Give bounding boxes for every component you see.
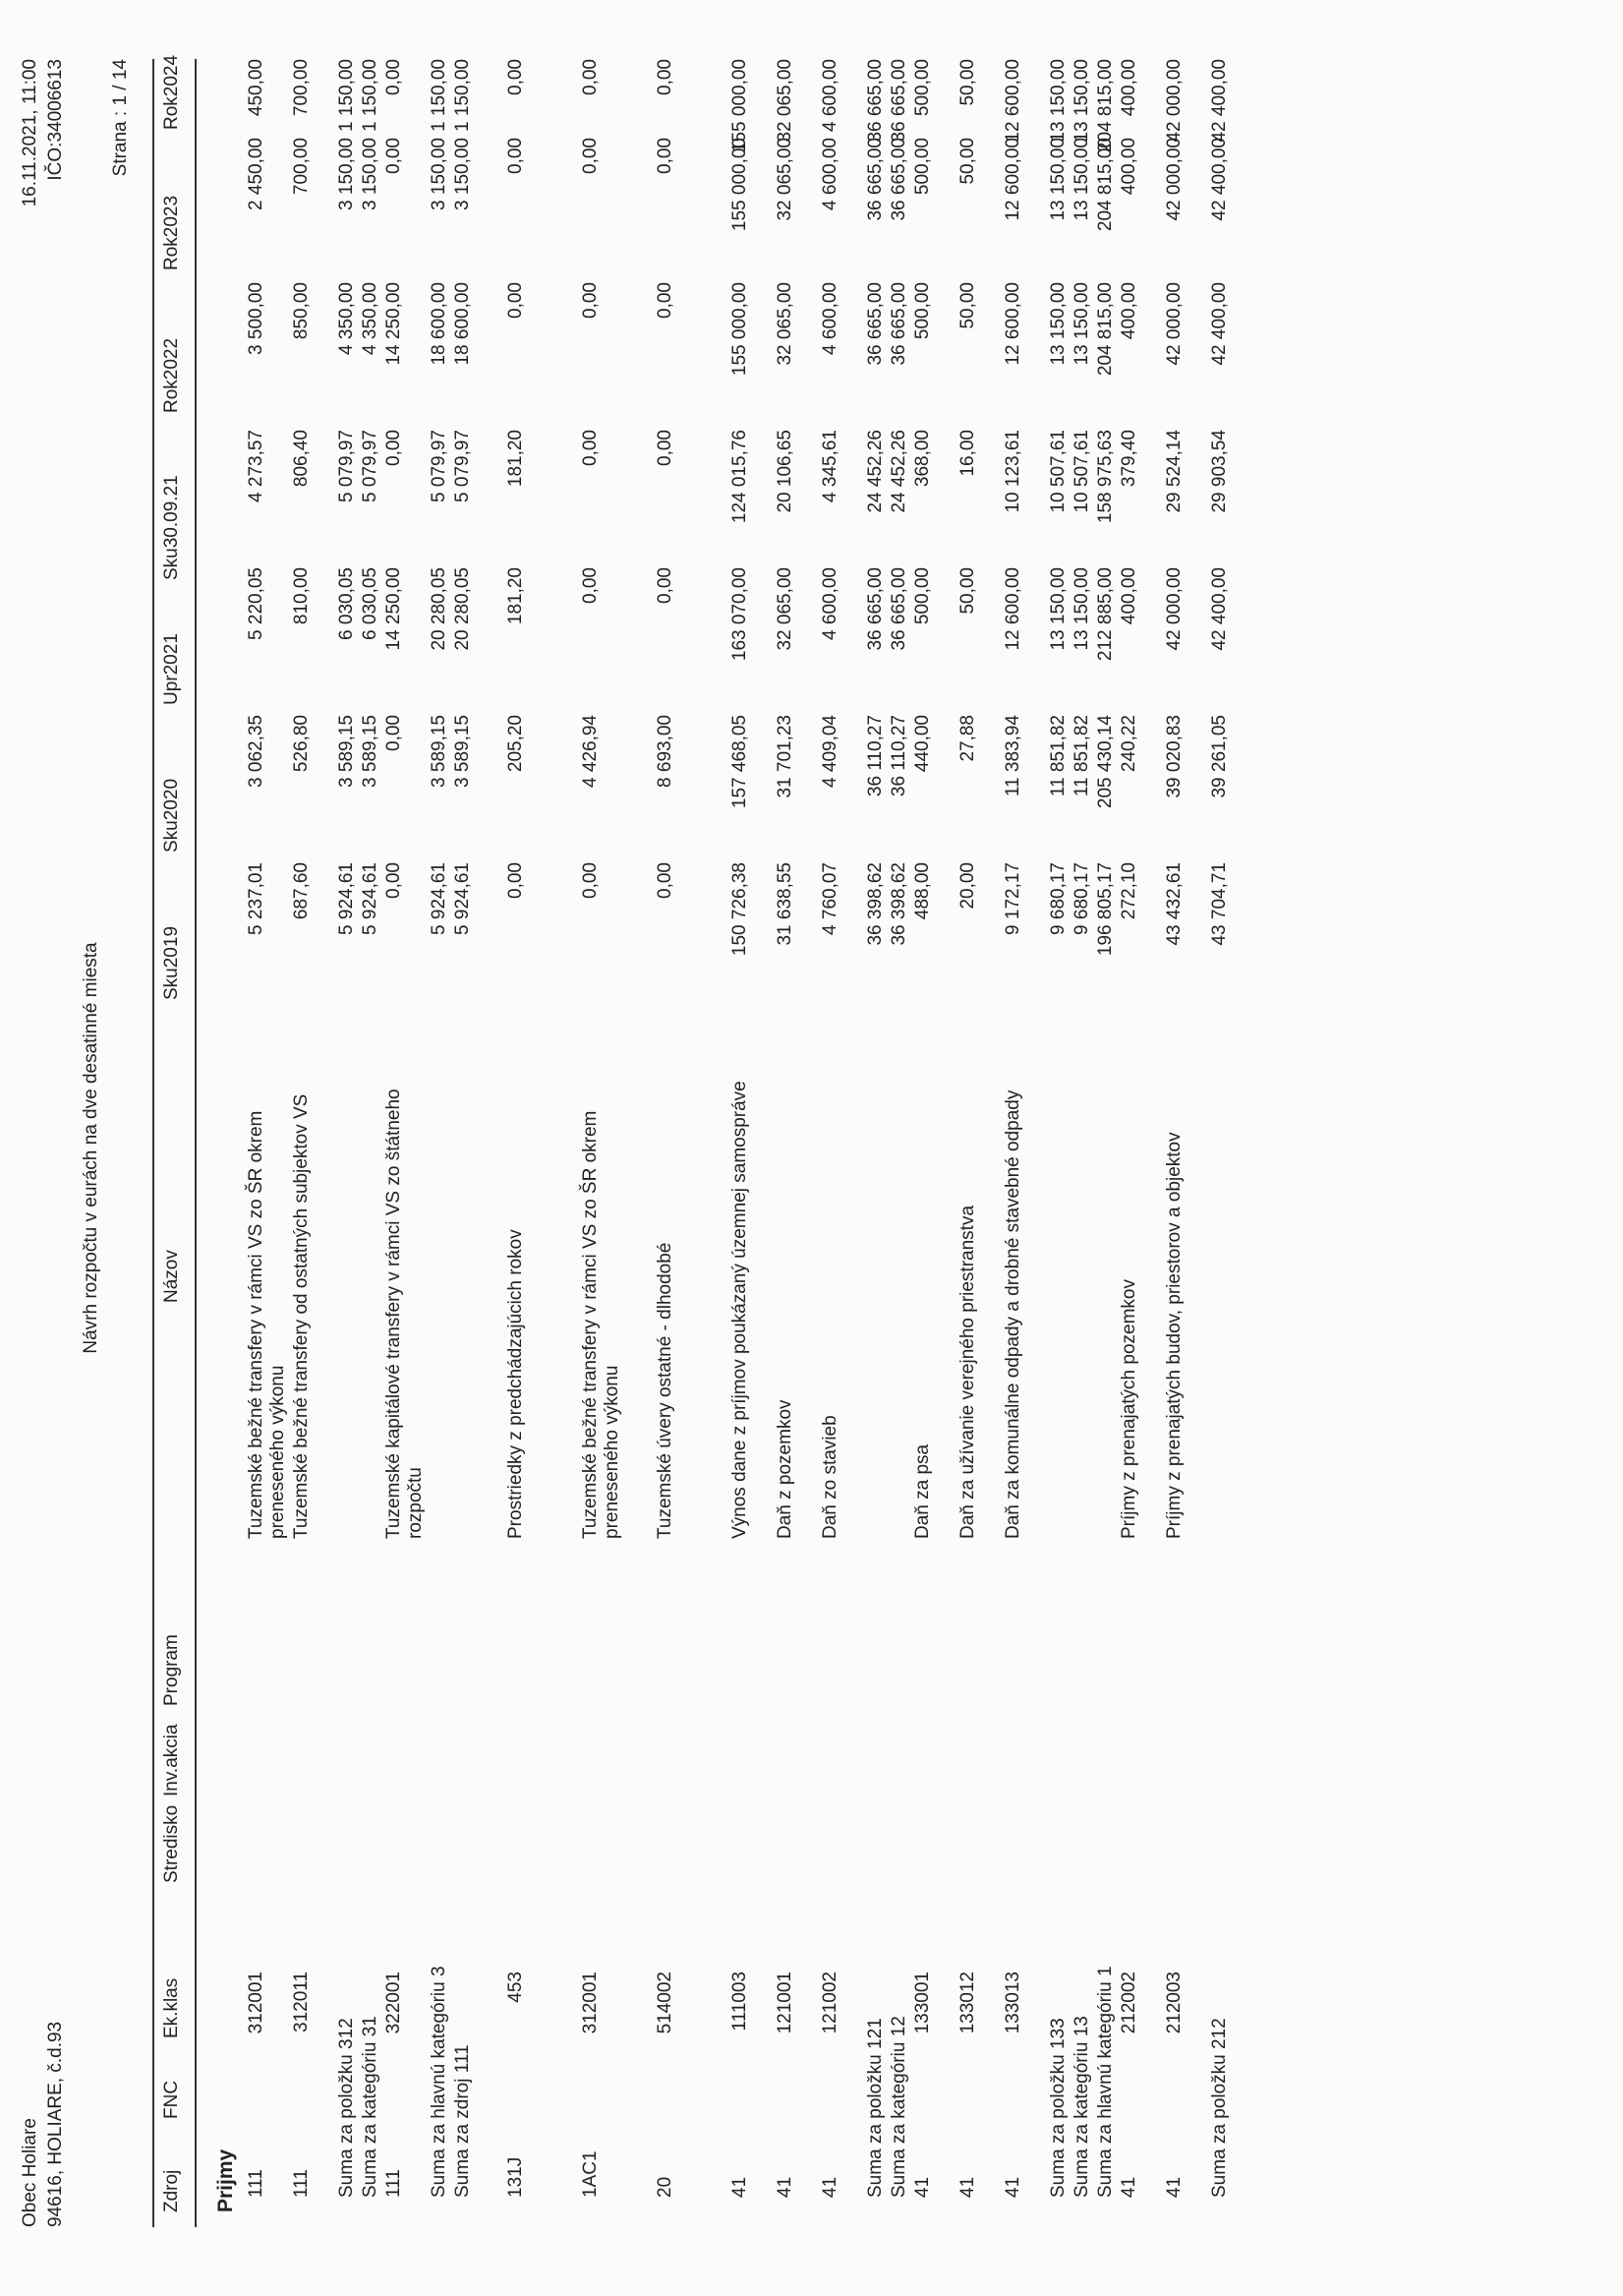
- cell-amount: 0,00: [580, 567, 601, 604]
- cell-amount: 42 400,00: [1209, 138, 1230, 221]
- cell-amount: 9 680,17: [1048, 862, 1069, 935]
- table-row: [383, 0, 429, 2296]
- cell-amount: 3 589,15: [336, 715, 357, 788]
- table-row: [775, 0, 820, 2296]
- cell-amount: 32 065,00: [775, 59, 795, 143]
- cell-zdroj: 41: [1003, 2176, 1023, 2198]
- header-rule-top: [152, 59, 154, 2227]
- table-row: [655, 0, 700, 2296]
- table-row: [246, 0, 291, 2296]
- cell-amount: 272,10: [1119, 862, 1139, 920]
- cell-sum-label: Suma za kategóriu 12: [889, 2016, 909, 2198]
- sum-row: [429, 0, 452, 2296]
- cell-amount: 0,00: [505, 282, 526, 319]
- cell-amount: 5 924,61: [336, 862, 357, 935]
- cell-nazov: Tuzemské bežné transfery od ostatných subjektov VS: [291, 1093, 312, 1539]
- cell-nazov: Príjmy z prenajatých budov, priestorov a objektov: [1164, 1132, 1185, 1539]
- cell-ek-klas: 121001: [775, 1972, 795, 2034]
- cell-amount: 212 885,00: [1095, 567, 1116, 662]
- cell-nazov: Daň z pozemkov: [775, 1399, 795, 1539]
- cell-amount: 4 426,94: [580, 715, 601, 788]
- cell-amount: 0,00: [580, 282, 601, 319]
- cell-amount: 36 665,00: [889, 138, 909, 221]
- cell-ek-klas: 133012: [957, 1972, 978, 2034]
- cell-ek-klas: 312011: [291, 1972, 312, 2032]
- cell-zdroj: 41: [912, 2176, 933, 2198]
- cell-amount: 379,40: [1119, 430, 1139, 488]
- table-row: [1164, 0, 1209, 2296]
- col-program: Program: [161, 1634, 182, 1706]
- cell-amount: 0,00: [580, 59, 601, 95]
- cell-amount: 4 600,00: [820, 138, 840, 210]
- cell-zdroj: 20: [655, 2176, 675, 2198]
- cell-zdroj: 41: [820, 2176, 840, 2198]
- cell-amount: 500,00: [912, 138, 933, 196]
- cell-sum-label: Suma za kategóriu 13: [1072, 2016, 1092, 2198]
- cell-amount: 18 600,00: [429, 282, 449, 366]
- cell-amount: 10 507,61: [1048, 430, 1069, 513]
- cell-amount: 400,00: [1119, 567, 1139, 625]
- cell-amount: 8 693,00: [655, 715, 675, 788]
- cell-amount: 20 280,05: [429, 567, 449, 651]
- cell-amount: 450,00: [246, 59, 266, 117]
- table-row: [580, 0, 625, 2296]
- cell-amount: 36 398,62: [865, 862, 886, 946]
- cell-amount: 0,00: [655, 430, 675, 466]
- cell-amount: 32 065,00: [775, 138, 795, 221]
- cell-amount: 181,20: [505, 567, 526, 625]
- cell-amount: 50,00: [957, 282, 978, 329]
- cell-amount: 18 600,00: [452, 282, 473, 366]
- cell-ek-klas: 133013: [1003, 1972, 1023, 2034]
- cell-amount: 5 079,97: [429, 430, 449, 502]
- cell-amount: 0,00: [655, 59, 675, 95]
- col-upr2021: Upr2021: [161, 633, 182, 705]
- cell-amount: 42 000,00: [1164, 59, 1185, 143]
- col-rok2022: Rok2022: [161, 337, 182, 413]
- col-zdroj: Zdroj: [161, 2169, 182, 2212]
- cell-amount: 13 150,00: [1072, 138, 1092, 221]
- cell-amount: 810,00: [291, 567, 312, 625]
- table-row: [729, 0, 775, 2296]
- cell-amount: 368,00: [912, 430, 933, 488]
- cell-zdroj: 111: [291, 2169, 312, 2198]
- cell-amount: 42 400,00: [1209, 567, 1230, 651]
- cell-amount: 3 589,15: [360, 715, 380, 788]
- cell-amount: 6 030,05: [336, 567, 357, 640]
- cell-amount: 50,00: [957, 59, 978, 106]
- cell-amount: 163 070,00: [729, 567, 750, 662]
- cell-amount: 205 430,14: [1095, 715, 1116, 809]
- cell-amount: 5 220,05: [246, 567, 266, 640]
- cell-nazov: Výnos dane z príjmov poukázaný územnej samospráve: [729, 1081, 750, 1539]
- cell-sum-label: Suma za kategóriu 31: [360, 2016, 380, 2198]
- sum-row: [1072, 0, 1095, 2296]
- row-spacer: [476, 0, 505, 2296]
- cell-amount: 12 600,00: [1003, 59, 1023, 143]
- cell-amount: 13 150,00: [1072, 282, 1092, 366]
- cell-amount: 0,00: [580, 862, 601, 899]
- cell-sum-label: Suma za hlavnú kategóriu 1: [1095, 1966, 1116, 2198]
- cell-amount: 150 726,38: [729, 862, 750, 957]
- cell-amount: 0,00: [383, 430, 404, 466]
- org-header: [18, 2022, 69, 2227]
- cell-amount: 5 924,61: [429, 862, 449, 935]
- cell-amount: 10 507,61: [1072, 430, 1092, 513]
- cell-amount: 14 250,00: [383, 282, 404, 366]
- cell-amount: 687,60: [291, 862, 312, 920]
- cell-sum-label: Suma za položku 121: [865, 2018, 886, 2198]
- cell-amount: 11 851,82: [1072, 715, 1092, 797]
- cell-ek-klas: 133001: [912, 1972, 933, 2034]
- cell-amount: 4 409,04: [820, 715, 840, 788]
- col-ek: Ek.klas: [161, 1977, 182, 2038]
- row-spacer: [700, 0, 729, 2296]
- cell-amount: 3 150,00: [360, 138, 380, 210]
- cell-amount: 11 383,94: [1003, 715, 1023, 797]
- cell-amount: 5 237,01: [246, 862, 266, 935]
- cell-amount: 400,00: [1119, 59, 1139, 117]
- cell-amount: 11 851,82: [1048, 715, 1069, 797]
- cell-amount: 20 280,05: [452, 567, 473, 651]
- cell-amount: 4 350,00: [336, 282, 357, 355]
- cell-amount: 42 400,00: [1209, 59, 1230, 143]
- cell-amount: 500,00: [912, 59, 933, 117]
- cell-amount: 43 704,71: [1209, 862, 1230, 946]
- cell-amount: 31 638,55: [775, 862, 795, 946]
- cell-ek-klas: 322001: [383, 1972, 404, 2034]
- cell-amount: 24 452,26: [865, 430, 886, 513]
- table-row: [820, 0, 865, 2296]
- cell-amount: 50,00: [957, 138, 978, 185]
- sum-row: [889, 0, 912, 2296]
- sum-row: [1209, 0, 1233, 2296]
- cell-nazov: Príjmy z prenajatých pozemkov: [1119, 1279, 1139, 1539]
- cell-amount: 400,00: [1119, 282, 1139, 340]
- col-sku2019: Sku2019: [161, 925, 182, 1000]
- cell-ek-klas: 312001: [246, 1972, 266, 2034]
- cell-amount: 181,20: [505, 430, 526, 488]
- table-row: [1003, 0, 1048, 2296]
- cell-amount: 700,00: [291, 138, 312, 196]
- cell-amount: 806,40: [291, 430, 312, 488]
- cell-amount: 4 273,57: [246, 430, 266, 502]
- sum-row: [360, 0, 383, 2296]
- col-inv-akcia: Inv.akcia: [161, 1724, 182, 1796]
- cell-amount: 43 432,61: [1164, 862, 1185, 946]
- cell-amount: 36 665,00: [889, 59, 909, 143]
- cell-zdroj: 41: [729, 2176, 750, 2198]
- cell-amount: 3 062,35: [246, 715, 266, 788]
- cell-amount: 158 975,63: [1095, 430, 1116, 524]
- cell-ek-klas: 121002: [820, 1972, 840, 2034]
- cell-ek-klas: 453: [505, 1972, 526, 2003]
- cell-amount: 488,00: [912, 862, 933, 920]
- cell-sum-label: Suma za položku 133: [1048, 2018, 1069, 2198]
- cell-amount: 0,00: [655, 862, 675, 899]
- cell-amount: 13 150,00: [1048, 138, 1069, 221]
- cell-amount: 1 150,00: [429, 59, 449, 132]
- cell-amount: 0,00: [580, 430, 601, 466]
- col-sku300921: Sku30.09.21: [161, 475, 182, 580]
- cell-amount: 5 924,61: [452, 862, 473, 935]
- cell-amount: 32 065,00: [775, 567, 795, 651]
- org-address: 94616, HOLIARE, č.d.93: [45, 2021, 66, 2227]
- cell-amount: 39 261,05: [1209, 715, 1230, 798]
- cell-sum-label: Suma za položku 312: [336, 2018, 357, 2198]
- cell-amount: 440,00: [912, 715, 933, 773]
- cell-amount: 1 150,00: [360, 59, 380, 132]
- table-row: [1119, 0, 1164, 2296]
- cell-amount: 24 452,26: [889, 430, 909, 513]
- cell-amount: 32 065,00: [775, 282, 795, 366]
- cell-zdroj: 41: [957, 2176, 978, 2198]
- cell-zdroj: 111: [246, 2169, 266, 2198]
- cell-amount: 124 015,76: [729, 430, 750, 524]
- cell-amount: 0,00: [505, 59, 526, 95]
- cell-amount: 1 150,00: [336, 59, 357, 132]
- cell-amount: 4 345,61: [820, 430, 840, 502]
- cell-amount: 0,00: [655, 567, 675, 604]
- cell-amount: 3 150,00: [336, 138, 357, 210]
- document-title: Návrh rozpočtu v eurách na dve desatinné miesta: [81, 942, 101, 1354]
- cell-amount: 50,00: [957, 567, 978, 615]
- cell-amount: 155 000,00: [729, 282, 750, 377]
- cell-nazov: Daň za psa: [912, 1443, 933, 1539]
- cell-amount: 240,22: [1119, 715, 1139, 773]
- col-fnc: FNC: [161, 2080, 182, 2119]
- cell-amount: 29 903,54: [1209, 430, 1230, 513]
- cell-amount: 39 020,83: [1164, 715, 1185, 798]
- cell-nazov: Daň za komunálne odpady a drobné stavebné odpady: [1003, 1089, 1023, 1539]
- cell-nazov: Tuzemské kapitálové transfery v rámci VS zo štátneho rozpočtu: [383, 1089, 426, 1539]
- sum-row: [452, 0, 476, 2296]
- cell-amount: 36 665,00: [865, 567, 886, 651]
- cell-zdroj: 1AC1: [580, 2150, 601, 2198]
- cell-amount: 0,00: [655, 282, 675, 319]
- cell-amount: 400,00: [1119, 138, 1139, 196]
- cell-amount: 4 600,00: [820, 567, 840, 640]
- cell-ek-klas: 212003: [1164, 1972, 1185, 2034]
- table-row: [912, 0, 957, 2296]
- cell-amount: 13 150,00: [1048, 567, 1069, 651]
- col-rok2024: Rok2024: [161, 54, 182, 130]
- cell-amount: 42 000,00: [1164, 567, 1185, 651]
- org-ico: IČO:34006613: [45, 59, 66, 181]
- cell-amount: 196 805,17: [1095, 862, 1116, 957]
- cell-amount: 155 000,00: [729, 138, 750, 232]
- cell-amount: 204 815,00: [1095, 138, 1116, 232]
- cell-nazov: Tuzemské bežné transfery v rámci VS zo ŠR okrem preneseného výkonu: [246, 1110, 288, 1539]
- row-spacer: [551, 0, 580, 2296]
- sum-row: [865, 0, 889, 2296]
- cell-amount: 9 680,17: [1072, 862, 1092, 935]
- header-rule-bottom: [195, 59, 197, 2227]
- cell-amount: 204 815,00: [1095, 59, 1116, 153]
- cell-amount: 0,00: [383, 862, 404, 899]
- org-name: Obec Holiare: [20, 2118, 40, 2227]
- sum-row: [1048, 0, 1072, 2296]
- cell-amount: 5 079,97: [336, 430, 357, 502]
- cell-zdroj: 41: [1164, 2176, 1185, 2198]
- cell-ek-klas: 514002: [655, 1972, 675, 2034]
- cell-sum-label: Suma za položku 212: [1209, 2018, 1230, 2198]
- print-datetime: 16.11.2021, 11:00: [20, 59, 40, 207]
- cell-amount: 4 350,00: [360, 282, 380, 355]
- cell-amount: 700,00: [291, 59, 312, 117]
- cell-amount: 0,00: [505, 862, 526, 899]
- cell-sum-label: Suma za hlavnú kategóriu 3: [429, 1966, 449, 2198]
- cell-nazov: Daň za užívanie verejného priestranstva: [957, 1205, 978, 1539]
- cell-amount: 36 665,00: [865, 59, 886, 143]
- cell-amount: 14 250,00: [383, 567, 404, 651]
- meta-header: [18, 59, 69, 206]
- cell-amount: 13 150,00: [1048, 59, 1069, 143]
- cell-amount: 20 106,65: [775, 430, 795, 513]
- cell-amount: 3 589,15: [429, 715, 449, 788]
- cell-zdroj: 111: [383, 2169, 404, 2198]
- cell-amount: 3 150,00: [452, 138, 473, 210]
- cell-amount: 3 589,15: [452, 715, 473, 788]
- cell-amount: 2 450,00: [246, 138, 266, 210]
- cell-amount: 0,00: [383, 59, 404, 95]
- cell-amount: 27,88: [957, 715, 978, 762]
- cell-amount: 526,80: [291, 715, 312, 773]
- cell-amount: 5 924,61: [360, 862, 380, 935]
- cell-amount: 0,00: [655, 138, 675, 174]
- cell-amount: 0,00: [383, 715, 404, 751]
- cell-amount: 12 600,00: [1003, 567, 1023, 651]
- cell-amount: 36 398,62: [889, 862, 909, 946]
- cell-amount: 29 524,14: [1164, 430, 1185, 513]
- cell-amount: 5 079,97: [452, 430, 473, 502]
- cell-amount: 500,00: [912, 567, 933, 625]
- cell-amount: 13 150,00: [1072, 567, 1092, 651]
- cell-ek-klas: 111003: [729, 1972, 750, 2031]
- cell-amount: 42 000,00: [1164, 138, 1185, 221]
- row-spacer: [625, 0, 655, 2296]
- cell-sum-label: Suma za zdroj 111: [452, 2044, 473, 2198]
- sum-row: [1095, 0, 1119, 2296]
- cell-amount: 31 701,23: [775, 715, 795, 798]
- sum-row: [336, 0, 360, 2296]
- section-title: Prijmy: [214, 2149, 237, 2212]
- cell-amount: 5 079,97: [360, 430, 380, 502]
- cell-amount: 3 500,00: [246, 282, 266, 355]
- cell-amount: 36 665,00: [865, 282, 886, 366]
- cell-amount: 157 468,05: [729, 715, 750, 809]
- table-row: [505, 0, 551, 2296]
- cell-zdroj: 41: [1119, 2176, 1139, 2198]
- cell-amount: 36 110,27: [889, 715, 909, 797]
- col-stredisko: Stredisko: [161, 1804, 182, 1883]
- budget-table: [246, 0, 1233, 2296]
- cell-amount: 0,00: [505, 138, 526, 174]
- page-number: Strana : 1 / 14: [110, 59, 131, 177]
- cell-zdroj: 41: [775, 2176, 795, 2198]
- cell-amount: 1 150,00: [452, 59, 473, 132]
- col-nazov: Názov: [161, 1250, 182, 1303]
- cell-amount: 16,00: [957, 430, 978, 477]
- cell-amount: 36 665,00: [889, 282, 909, 366]
- cell-amount: 42 000,00: [1164, 282, 1185, 366]
- cell-amount: 13 150,00: [1072, 59, 1092, 143]
- cell-amount: 500,00: [912, 282, 933, 340]
- table-row: [291, 0, 336, 2296]
- table-row: [957, 0, 1003, 2296]
- cell-nazov: Tuzemské bežné transfery v rámci VS zo ŠR okrem preneseného výkonu: [580, 1110, 622, 1539]
- cell-ek-klas: 212002: [1119, 1972, 1139, 2034]
- cell-nazov: Tuzemské úvery ostatné - dlhodobé: [655, 1242, 675, 1539]
- cell-amount: 205,20: [505, 715, 526, 773]
- cell-amount: 42 400,00: [1209, 282, 1230, 366]
- cell-amount: 9 172,17: [1003, 862, 1023, 935]
- cell-amount: 4 600,00: [820, 282, 840, 355]
- cell-zdroj: 131J: [505, 2156, 526, 2198]
- cell-amount: 12 600,00: [1003, 138, 1023, 221]
- cell-amount: 36 110,27: [865, 715, 886, 797]
- cell-amount: 13 150,00: [1048, 282, 1069, 366]
- cell-amount: 204 815,00: [1095, 282, 1116, 377]
- col-rok2023: Rok2023: [161, 195, 182, 270]
- cell-ek-klas: 312001: [580, 1972, 601, 2034]
- cell-amount: 155 000,00: [729, 59, 750, 153]
- cell-nazov: Prostriedky z predchádzajúcich rokov: [505, 1229, 526, 1539]
- cell-amount: 0,00: [580, 138, 601, 174]
- cell-amount: 4 760,07: [820, 862, 840, 935]
- cell-amount: 3 150,00: [429, 138, 449, 210]
- cell-nazov: Daň zo stavieb: [820, 1415, 840, 1539]
- cell-amount: 36 665,00: [865, 138, 886, 221]
- cell-amount: 12 600,00: [1003, 282, 1023, 366]
- col-sku2020: Sku2020: [161, 778, 182, 853]
- cell-amount: 850,00: [291, 282, 312, 340]
- cell-amount: 6 030,05: [360, 567, 380, 640]
- cell-amount: 10 123,61: [1003, 430, 1023, 513]
- cell-amount: 4 600,00: [820, 59, 840, 132]
- cell-amount: 0,00: [383, 138, 404, 174]
- cell-amount: 36 665,00: [889, 567, 909, 651]
- cell-amount: 20,00: [957, 862, 978, 910]
